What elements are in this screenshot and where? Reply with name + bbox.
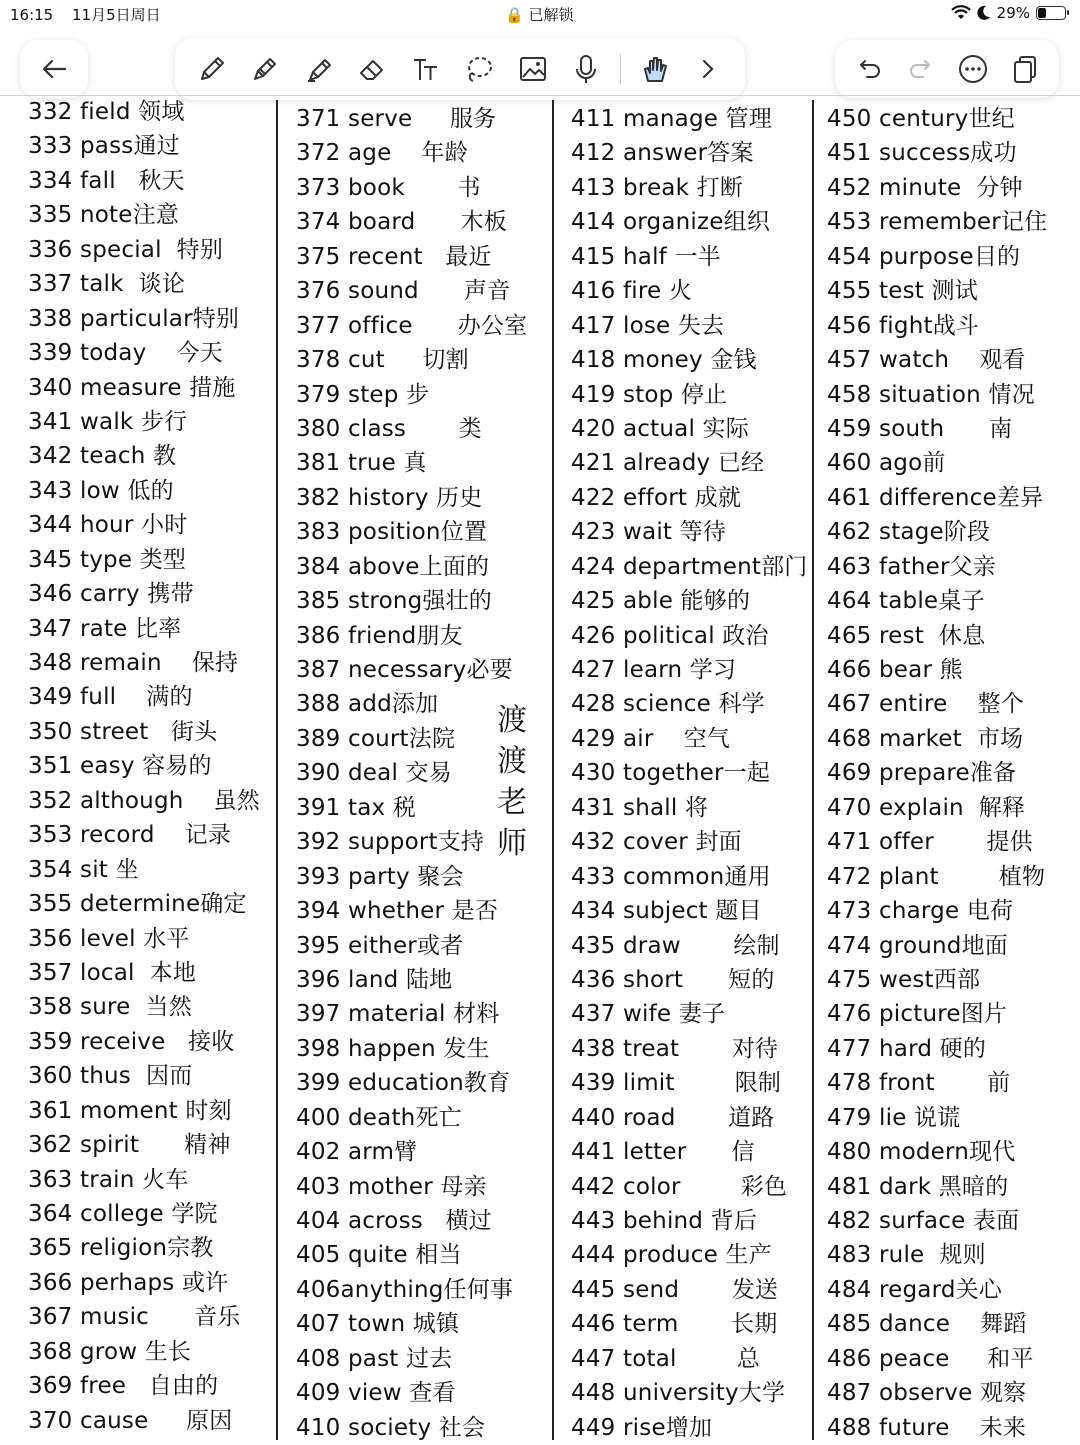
vocab-entry: 345 type 类型 xyxy=(28,546,187,573)
vocab-entry: 484 regard关心 xyxy=(827,1276,1003,1303)
vocab-entry: 339 today 今天 xyxy=(28,340,223,367)
vocab-entry: 417 lose 失去 xyxy=(571,312,725,339)
vocab-entry: 410 society 社会 xyxy=(296,1414,486,1441)
vocab-entry: 411 manage 管理 xyxy=(571,106,773,132)
vocab-entry: 420 actual 实际 xyxy=(571,415,749,442)
vocab-entry: 476 picture图片 xyxy=(827,1001,1008,1028)
hand-pencil-icon xyxy=(639,53,671,85)
wifi-icon xyxy=(951,5,971,21)
eraser-tool[interactable] xyxy=(352,49,392,89)
vocab-entry: 462 stage阶段 xyxy=(827,519,991,546)
vocab-entry: 477 hard 硬的 xyxy=(827,1035,987,1062)
signature-char: 渡 xyxy=(497,744,527,779)
toolbar-divider xyxy=(620,54,621,84)
vocab-entry: 352 although 虽然 xyxy=(28,787,260,814)
vocab-entry: 385 strong强壮的 xyxy=(296,588,493,615)
vocab-entry: 374 board 木板 xyxy=(296,209,507,236)
vocab-entry: 456 fight战斗 xyxy=(827,312,980,339)
vocab-entry: 359 receive 接收 xyxy=(28,1028,235,1055)
redo-icon xyxy=(905,53,937,85)
vocab-entry: 460 ago前 xyxy=(827,450,946,477)
vocab-entry: 397 material 材料 xyxy=(296,1001,500,1028)
vocab-entry: 376 sound 声音 xyxy=(296,278,511,305)
vocab-entry: 488 future 未来 xyxy=(827,1414,1027,1441)
back-button[interactable] xyxy=(20,40,88,98)
vocab-entry: 480 modern现代 xyxy=(827,1139,1016,1166)
action-toolbar xyxy=(835,40,1059,98)
vocab-entry: 443 behind 背后 xyxy=(571,1208,758,1234)
lasso-icon xyxy=(463,53,495,85)
lasso-tool[interactable] xyxy=(459,49,499,89)
highlighter-tool[interactable] xyxy=(299,49,339,89)
lock-icon: 🔒 xyxy=(505,6,524,24)
signature-char: 老 xyxy=(497,785,527,820)
pen-icon xyxy=(249,53,281,85)
vocab-entry: 418 money 金钱 xyxy=(571,347,757,374)
vocab-entry: 349 full 满的 xyxy=(28,684,193,711)
vocab-entry: 392 support支持 xyxy=(296,829,485,856)
vocab-entry: 395 either或者 xyxy=(296,932,464,959)
vocab-entry: 451 success成功 xyxy=(827,140,1017,167)
vocab-entry: 380 class 类 xyxy=(296,415,482,442)
vocab-entry: 355 determine确定 xyxy=(28,891,247,918)
vocab-entry: 444 produce 生产 xyxy=(571,1242,772,1269)
vocab-entry: 429 air 空气 xyxy=(571,725,730,752)
vocab-entry: 362 spirit 精神 xyxy=(28,1132,231,1159)
vocab-entry: 353 record 记录 xyxy=(28,822,232,849)
vocab-entry: 399 education教育 xyxy=(296,1070,511,1097)
vocab-entry: 439 limit 限制 xyxy=(571,1070,782,1097)
vocab-entry: 455 test 测试 xyxy=(827,278,978,305)
pages-button[interactable] xyxy=(1005,49,1045,89)
vocab-entry: 437 wife 妻子 xyxy=(571,1001,726,1028)
vocab-entry: 357 local 本地 xyxy=(28,959,197,986)
vocab-entry: 378 cut 切割 xyxy=(296,347,469,374)
vocab-entry: 486 peace 和平 xyxy=(827,1345,1034,1372)
vocab-entry: 412 answer答案 xyxy=(571,140,754,167)
vocab-entry: 434 subject 题目 xyxy=(571,898,762,925)
vocab-entry: 482 surface 表面 xyxy=(827,1208,1020,1234)
vocab-entry: 337 talk 谈论 xyxy=(28,271,186,298)
vocab-entry: 364 college 学院 xyxy=(28,1201,218,1227)
vocab-entry: 452 minute 分钟 xyxy=(827,174,1023,201)
vocab-entry: 424 department部门 xyxy=(571,553,808,580)
vocab-entry: 445 send 发送 xyxy=(571,1276,779,1303)
vocab-entry: 413 break 打断 xyxy=(571,174,744,201)
vocab-entry: 340 measure 措施 xyxy=(28,374,236,401)
signature-char: 渡 xyxy=(497,703,527,738)
pencil-icon xyxy=(196,53,228,85)
vocab-entry: 464 table桌子 xyxy=(827,588,985,615)
vocab-entry: 344 hour 小时 xyxy=(28,512,188,539)
vocab-entry: 423 wait 等待 xyxy=(571,519,727,546)
highlighter-icon xyxy=(303,53,335,85)
moon-icon xyxy=(977,5,991,21)
vocab-entry: 409 view 查看 xyxy=(296,1380,456,1407)
undo-button[interactable] xyxy=(849,49,889,89)
more-tools-button[interactable] xyxy=(688,49,728,89)
arrow-left-icon xyxy=(39,57,69,81)
vocab-entry: 414 organize组织 xyxy=(571,209,771,236)
vocab-entry: 341 walk 步行 xyxy=(28,408,188,435)
vocab-entry: 390 deal 交易 xyxy=(296,760,452,787)
vocab-entry: 416 fire 火 xyxy=(571,278,693,305)
signature-char: 师 xyxy=(497,826,527,861)
vocab-entry: 346 carry 携带 xyxy=(28,581,194,608)
status-time: 16:15 xyxy=(10,6,54,24)
vocab-entry: 384 above上面的 xyxy=(296,553,490,580)
vocab-entry: 419 stop 停止 xyxy=(571,381,728,408)
vocab-entry: 448 university大学 xyxy=(571,1380,786,1407)
vocab-entry: 388 add添加 xyxy=(296,691,439,718)
vocab-entry: 471 offer 提供 xyxy=(827,829,1033,856)
vocab-entry: 389 court法院 xyxy=(296,725,456,752)
vocab-entry: 454 purpose目的 xyxy=(827,243,1021,270)
drawing-toolbar xyxy=(175,38,745,100)
microphone-icon xyxy=(570,53,602,85)
ellipsis-icon xyxy=(957,53,989,85)
vocab-entry: 449 rise增加 xyxy=(571,1414,713,1441)
vocab-entry: 351 easy 容易的 xyxy=(28,753,212,780)
vocab-entry: 465 rest 休息 xyxy=(827,622,986,649)
microphone-tool[interactable] xyxy=(566,49,606,89)
vocab-entry: 447 total 总 xyxy=(571,1345,760,1372)
vocab-entry: 475 west西部 xyxy=(827,966,981,993)
vocab-entry: 406anything任何事 xyxy=(296,1276,514,1303)
vocab-entry: 446 term 长期 xyxy=(571,1311,778,1338)
word-column-1 xyxy=(28,95,273,1438)
column-divider xyxy=(276,100,278,1440)
vocab-entry: 432 cover 封面 xyxy=(571,829,742,856)
vocab-entry: 441 letter 信 xyxy=(571,1139,755,1166)
vocab-entry: 332 field 领域 xyxy=(28,99,185,125)
vocab-entry: 383 position位置 xyxy=(296,519,488,546)
status-date: 11月5日周日 xyxy=(72,6,161,24)
vocab-entry: 459 south 南 xyxy=(827,415,1013,442)
vocab-entry: 366 perhaps 或许 xyxy=(28,1269,229,1296)
vocab-entry: 365 religion宗教 xyxy=(28,1235,214,1262)
vocab-entry: 379 step 步 xyxy=(296,381,430,408)
text-icon xyxy=(410,53,442,85)
vocab-entry: 435 draw 绘制 xyxy=(571,932,780,959)
vocab-entry: 421 already 已经 xyxy=(571,450,765,477)
vocab-entry: 481 dark 黑暗的 xyxy=(827,1173,1009,1200)
word-column-4 xyxy=(827,102,1077,1445)
vocab-entry: 469 prepare准备 xyxy=(827,760,1017,787)
vocab-entry: 473 charge 电荷 xyxy=(827,898,1014,925)
vocab-entry: 350 street 街头 xyxy=(28,718,218,745)
vocab-entry: 438 treat 对待 xyxy=(571,1035,779,1062)
more-options-button[interactable] xyxy=(953,49,993,89)
vocab-entry: 342 teach 教 xyxy=(28,443,177,470)
vocab-entry: 470 explain 解释 xyxy=(827,794,1026,821)
vocab-entry: 387 necessary必要 xyxy=(296,657,513,683)
lock-label: 已解锁 xyxy=(528,6,574,24)
vocab-entry: 391 tax 税 xyxy=(296,794,417,821)
teacher-signature xyxy=(492,700,532,864)
vocab-entry: 338 particular特别 xyxy=(28,305,240,332)
vocab-entry: 347 rate 比率 xyxy=(28,615,182,642)
vocab-entry: 370 cause 原因 xyxy=(28,1407,233,1434)
vocab-entry: 368 grow 生长 xyxy=(28,1338,192,1365)
eraser-icon xyxy=(356,53,388,85)
vocab-entry: 474 ground地面 xyxy=(827,932,1008,959)
vocab-entry: 408 past 过去 xyxy=(296,1345,453,1372)
vocab-entry: 348 remain 保持 xyxy=(28,650,239,676)
vocab-entry: 369 free 自由的 xyxy=(28,1373,219,1400)
vocab-entry: 343 low 低的 xyxy=(28,477,174,504)
vocab-entry: 407 town 城镇 xyxy=(296,1311,460,1338)
vocab-entry: 405 quite 相当 xyxy=(296,1242,462,1269)
vocab-entry: 367 music 音乐 xyxy=(28,1304,241,1331)
vocab-entry: 463 father父亲 xyxy=(827,553,997,580)
vocab-entry: 440 road 道路 xyxy=(571,1104,775,1131)
vocab-entry: 472 plant 植物 xyxy=(827,863,1046,890)
vocab-entry: 382 history 历史 xyxy=(296,484,483,511)
hand-tool[interactable] xyxy=(635,49,675,89)
pencil-tool[interactable] xyxy=(192,49,232,89)
vocab-entry: 363 train 火车 xyxy=(28,1166,189,1193)
image-icon xyxy=(517,53,549,85)
vocab-entry: 373 book 书 xyxy=(296,174,481,201)
vocab-entry: 386 friend朋友 xyxy=(296,622,463,649)
vocab-entry: 335 note注意 xyxy=(28,202,180,229)
battery-percent: 29% xyxy=(996,4,1030,22)
vocab-entry: 478 front 前 xyxy=(827,1070,1011,1097)
vocab-entry: 334 fall 秋天 xyxy=(28,167,185,194)
vocab-entry: 375 recent 最近 xyxy=(296,243,492,270)
vocab-entry: 371 serve 服务 xyxy=(296,106,497,132)
vocab-entry: 402 arm臂 xyxy=(296,1139,418,1166)
vocab-entry: 467 entire 整个 xyxy=(827,691,1024,718)
vocab-entry: 458 situation 情况 xyxy=(827,381,1035,408)
vocab-entry: 415 half 一半 xyxy=(571,243,721,270)
vocab-entry: 450 century世纪 xyxy=(827,106,1015,132)
vocab-entry: 396 land 陆地 xyxy=(296,966,453,993)
chevron-right-icon xyxy=(692,53,724,85)
vocab-entry: 372 age 年龄 xyxy=(296,140,468,167)
vocab-entry: 336 special 特别 xyxy=(28,236,224,263)
vocab-entry: 425 able 能够的 xyxy=(571,588,751,615)
battery-icon xyxy=(1036,6,1066,20)
undo-icon xyxy=(853,53,885,85)
vocab-entry: 393 party 聚会 xyxy=(296,863,464,890)
status-left xyxy=(10,4,175,25)
vocab-entry: 466 bear 熊 xyxy=(827,657,963,683)
vocab-entry: 461 difference差异 xyxy=(827,484,1044,511)
vocab-entry: 442 color 彩色 xyxy=(571,1173,788,1200)
vocab-entry: 430 together一起 xyxy=(571,760,771,787)
vocab-entry: 431 shall 将 xyxy=(571,794,709,821)
status-right xyxy=(951,4,1066,22)
vocab-entry: 433 common通用 xyxy=(571,863,771,890)
pen-tool[interactable] xyxy=(245,49,285,89)
vocab-entry: 381 true 真 xyxy=(296,450,427,477)
word-column-3 xyxy=(571,102,811,1445)
vocab-entry: 483 rule 规则 xyxy=(827,1242,986,1269)
vocab-entry: 403 mother 母亲 xyxy=(296,1173,487,1200)
vocab-entry: 468 market 市场 xyxy=(827,725,1024,752)
vocab-entry: 377 office 办公室 xyxy=(296,312,528,339)
pages-icon xyxy=(1009,53,1041,85)
lock-status xyxy=(505,4,573,25)
vocab-entry: 361 moment 时刻 xyxy=(28,1097,232,1124)
vocab-entry: 400 death死亡 xyxy=(296,1104,462,1131)
vocab-entry: 394 whether 是否 xyxy=(296,898,499,925)
vocab-entry: 356 level 水平 xyxy=(28,925,190,952)
vocab-entry: 436 short 短的 xyxy=(571,966,775,993)
image-tool[interactable] xyxy=(513,49,553,89)
vocab-entry: 398 happen 发生 xyxy=(296,1035,490,1062)
column-divider xyxy=(812,100,814,1440)
vocab-entry: 487 observe 观察 xyxy=(827,1380,1027,1407)
vocab-entry: 360 thus 因而 xyxy=(28,1063,193,1090)
column-divider xyxy=(552,100,554,1440)
vocab-entry: 426 political 政治 xyxy=(571,622,769,649)
vocab-entry: 453 remember记住 xyxy=(827,209,1048,236)
vocab-entry: 358 sure 当然 xyxy=(28,994,192,1021)
text-tool[interactable] xyxy=(406,49,446,89)
vocab-entry: 427 learn 学习 xyxy=(571,657,737,683)
status-bar xyxy=(0,0,1080,28)
vocab-entry: 428 science 科学 xyxy=(571,691,765,718)
vocab-entry: 479 lie 说谎 xyxy=(827,1104,961,1131)
vocab-entry: 404 across 横过 xyxy=(296,1208,492,1234)
vocab-entry: 485 dance 舞蹈 xyxy=(827,1311,1027,1338)
vocab-entry: 422 effort 成就 xyxy=(571,484,742,511)
vocab-entry: 354 sit 坐 xyxy=(28,856,139,883)
vocab-entry: 333 pass通过 xyxy=(28,133,180,160)
vocab-entry: 457 watch 观看 xyxy=(827,347,1026,374)
redo-button[interactable] xyxy=(901,49,941,89)
